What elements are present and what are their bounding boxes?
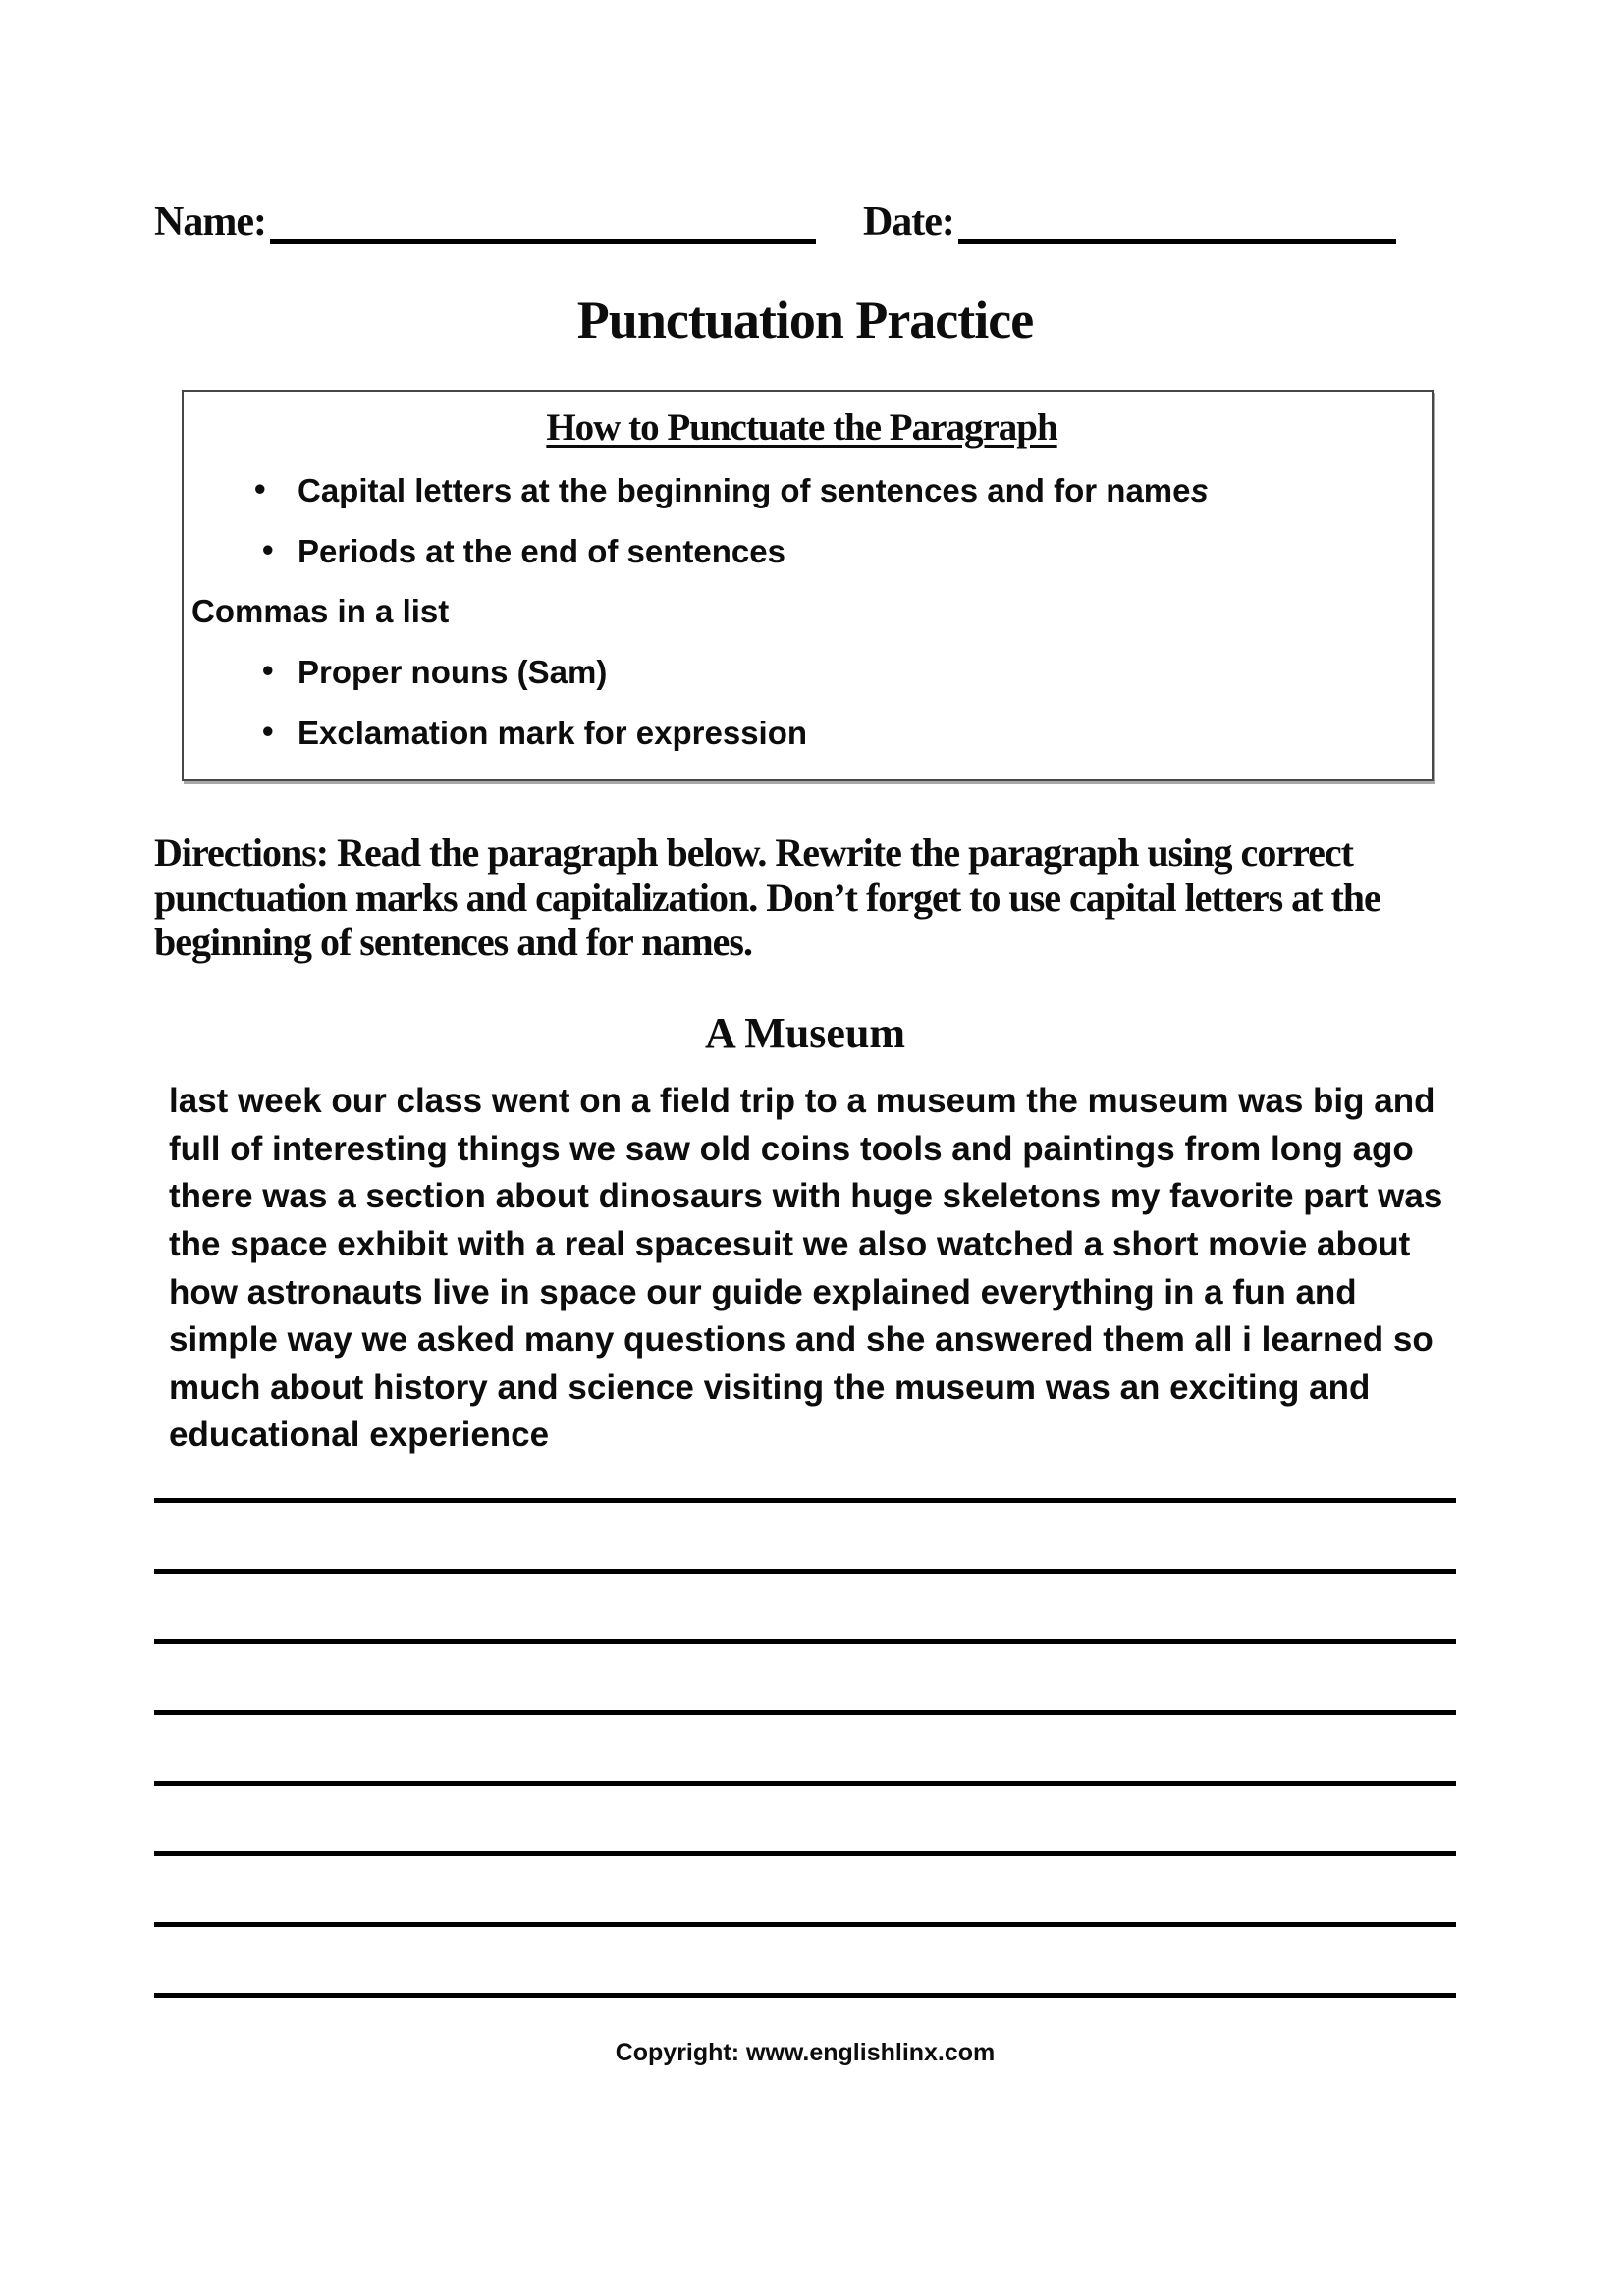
rule-text: Periods at the end of sentences [298,532,785,569]
rules-heading: How to Punctuate the Paragraph [546,406,1057,450]
name-date-row [154,199,1456,244]
story-title: A Museum [704,1008,906,1057]
name-blank-line [270,199,816,244]
writing-line [154,1574,1456,1644]
date-blank-line [958,199,1396,244]
writing-line [154,1927,1456,1998]
writing-line [154,1715,1456,1786]
bullet-icon [262,712,274,751]
rule-item-capital-letters [191,471,1412,510]
rule-item-proper-nouns [191,653,1412,692]
story-paragraph: last week our class went on a field trip to a museum the museum was big and full of interesting things we saw old coins tools and paintings from long ago there was a section about dinosaurs with huge skeletons my favorite part was the space exhibit with a real spacesuit we also watched a short movie about how astronauts live in space our guide explained everything in a fun and simple way we asked many questions and she answered them all i learned so much about history and science visiting the museum was an exciting and educational experience [169,1081,1443,1455]
rule-text: Exclamation mark for expression [298,714,808,751]
writing-line [154,1644,1456,1715]
rule-text: Proper nouns (Sam) [298,653,608,690]
rule-item-periods [191,532,1412,571]
rule-text: Commas in a list [191,593,450,630]
directions-text: Directions: Read the paragraph below. Rewrite the paragraph using correct punctuation marks and capitalization. Don’t forget to use capital letters at the beginning of sentences and for names. [154,830,1380,965]
writing-line [154,1786,1456,1856]
bullet-icon [254,469,266,508]
copyright-text: Copyright: www.englishlinx.com [615,2039,996,2067]
page-title: Punctuation Practice [576,291,1034,350]
writing-lines [154,1460,1456,1998]
rule-item-commas [191,592,1412,631]
rule-text: Capital letters at the beginning of sentences and for name [298,472,1191,509]
date-label: Date: [862,199,954,244]
rule-item-exclamation [191,714,1412,753]
bullet-icon [262,530,274,569]
writing-line [154,1856,1456,1927]
rule-text-italic-suffix: s [1190,472,1209,509]
bullet-icon [262,651,274,690]
rules-box [182,390,1434,781]
writing-line [154,1503,1456,1574]
name-label: Name: [154,199,266,244]
writing-line [154,1460,1456,1503]
